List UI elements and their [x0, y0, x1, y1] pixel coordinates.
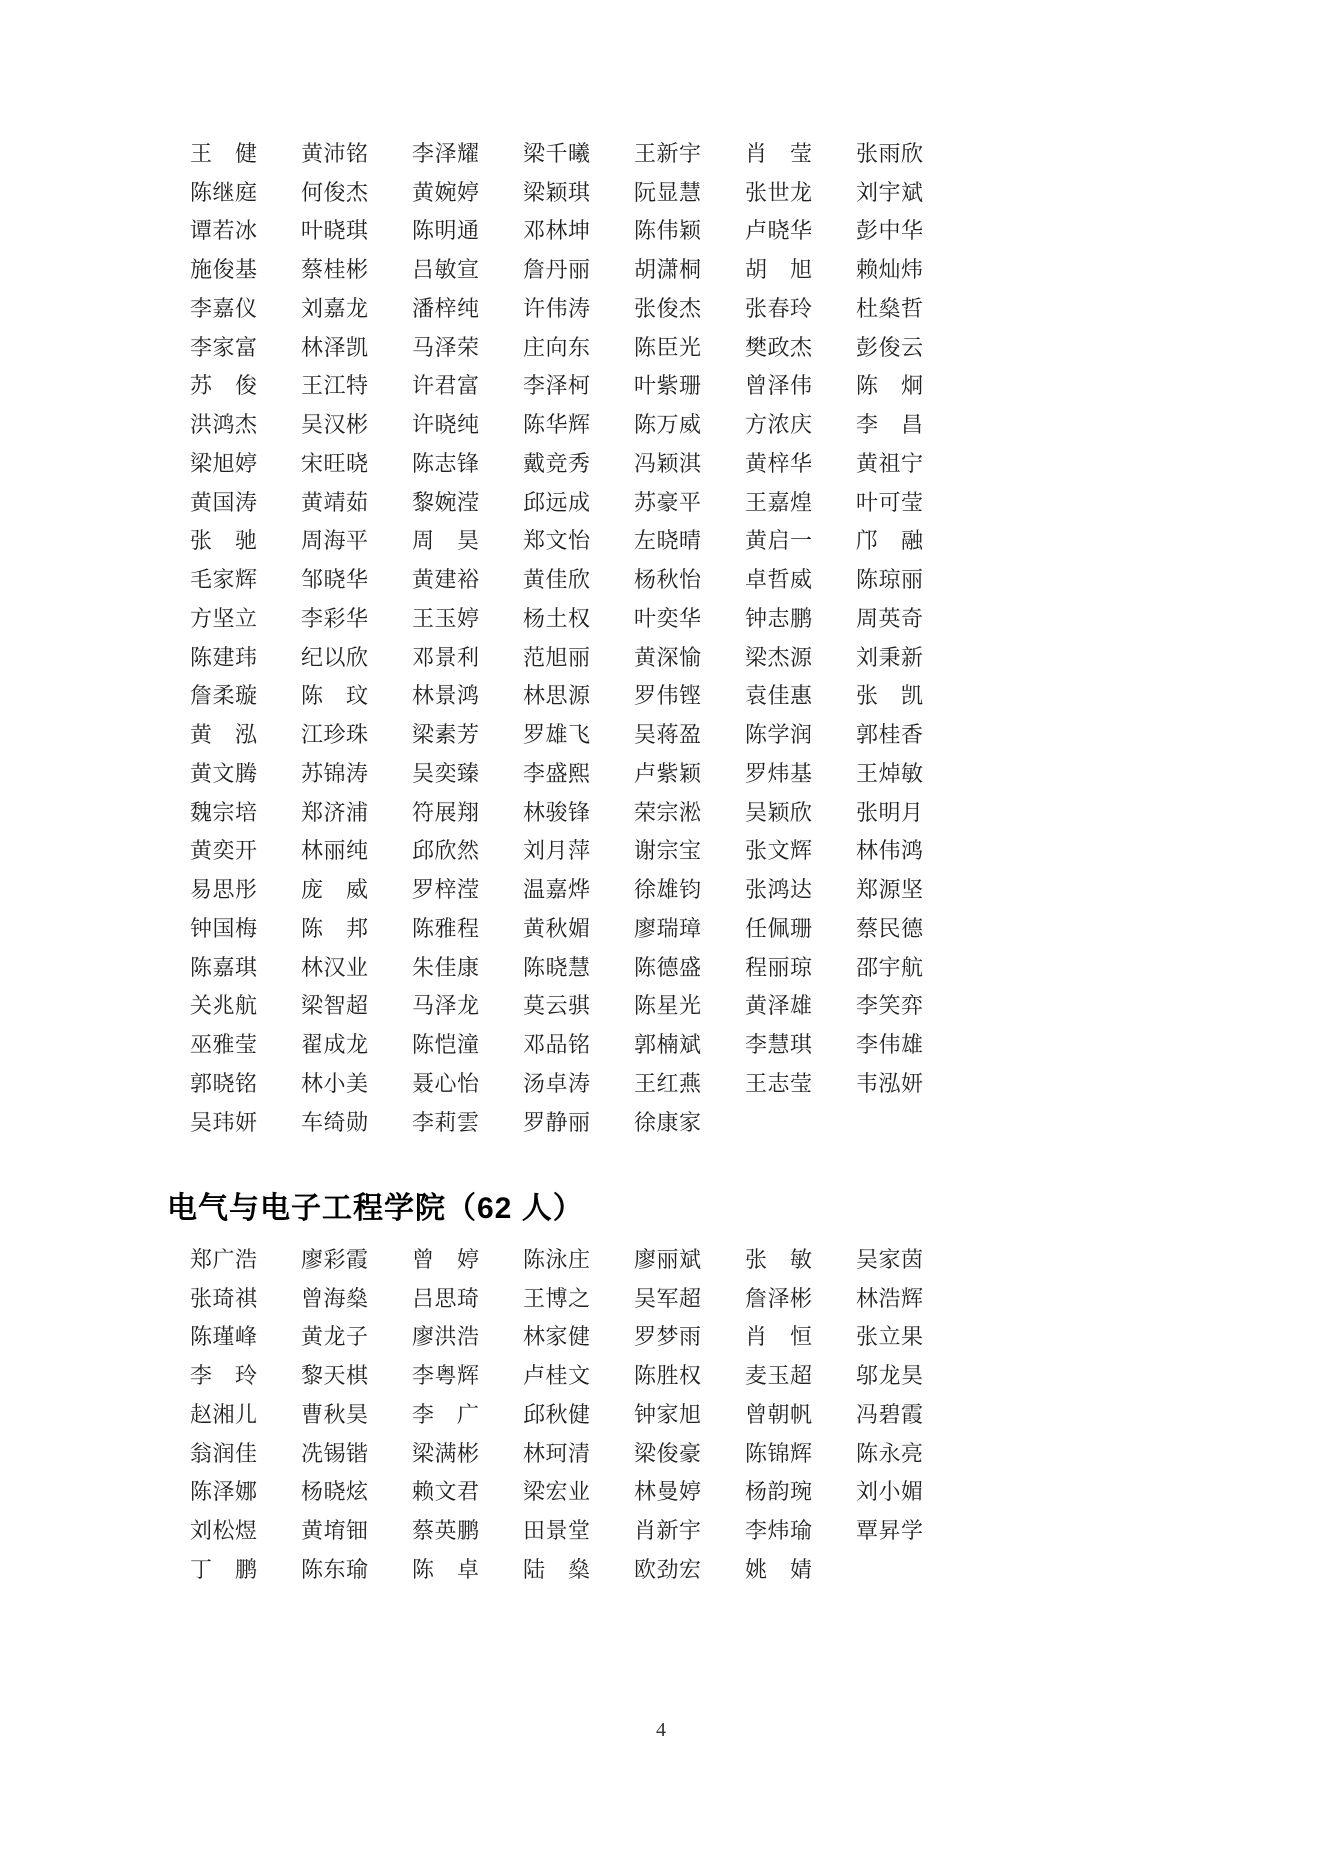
- name-row: [190, 753, 980, 792]
- student-name: 冯碧霞: [856, 1401, 924, 1427]
- student-name: 施俊基: [190, 257, 258, 283]
- name-row: [190, 869, 980, 908]
- student-name: 姚 婧: [745, 1556, 813, 1582]
- student-name: 陈永亮: [856, 1440, 924, 1466]
- student-name: 林伟鸿: [856, 838, 924, 864]
- student-name: 张春玲: [745, 295, 813, 321]
- student-name: 邱远成: [523, 489, 591, 515]
- name-list-electrical-college: [190, 1239, 980, 1588]
- student-name: 巫雅莹: [190, 1032, 258, 1058]
- student-name: 黄秋媚: [523, 915, 591, 941]
- student-name: 田景堂: [523, 1518, 591, 1544]
- student-name: 廖彩霞: [301, 1246, 369, 1272]
- name-row: [190, 404, 980, 443]
- student-name: 肖 莹: [745, 140, 813, 166]
- student-name: 谢宗宝: [634, 838, 702, 864]
- student-name: 赵湘儿: [190, 1401, 258, 1427]
- student-name: 马泽龙: [412, 993, 480, 1019]
- student-name: 肖 恒: [745, 1324, 813, 1350]
- student-name: 黄国涛: [190, 489, 258, 515]
- student-name: 梁旭婷: [190, 450, 258, 476]
- student-name: 陈锦辉: [745, 1440, 813, 1466]
- student-name: 黎婉滢: [412, 489, 480, 515]
- student-name: 左晓晴: [634, 528, 702, 554]
- name-row: [190, 443, 980, 482]
- student-name: 王焯敏: [856, 760, 924, 786]
- student-name: 吴汉彬: [301, 412, 369, 438]
- student-name: 李泽柯: [523, 373, 591, 399]
- student-name: 罗梓滢: [412, 877, 480, 903]
- student-name: 邬龙昊: [856, 1363, 924, 1389]
- student-name: 陈 玟: [301, 683, 369, 709]
- student-name: 吴家茵: [856, 1246, 924, 1272]
- name-row: [190, 637, 980, 676]
- student-name: 郑文怡: [523, 528, 591, 554]
- name-row: [190, 1394, 980, 1433]
- student-name: 黄婉婷: [412, 179, 480, 205]
- student-name: 杨土权: [523, 605, 591, 631]
- student-name: 关兆航: [190, 993, 258, 1019]
- student-name: 杨秋怡: [634, 567, 702, 593]
- student-name: 王红燕: [634, 1070, 702, 1096]
- student-name: 刘小媚: [856, 1479, 924, 1505]
- student-name: 黎天棋: [301, 1363, 369, 1389]
- student-name: 庞 威: [301, 877, 369, 903]
- student-name: 陈胜权: [634, 1363, 702, 1389]
- student-name: 方坚立: [190, 605, 258, 631]
- student-name: 黄启一: [745, 528, 813, 554]
- student-name: 刘月萍: [523, 838, 591, 864]
- student-name: 任佩珊: [745, 915, 813, 941]
- page-number: 4: [656, 1719, 666, 1741]
- student-name: 刘秉新: [856, 644, 924, 670]
- student-name: 黄祖宁: [856, 450, 924, 476]
- student-name: 郭桂香: [856, 722, 924, 748]
- student-name: 罗炜基: [745, 760, 813, 786]
- student-name: 陈建玮: [190, 644, 258, 670]
- student-name: 彭中华: [856, 218, 924, 244]
- student-name: 梁杰源: [745, 644, 813, 670]
- student-name: 邓林坤: [523, 218, 591, 244]
- student-name: 陈 卓: [412, 1556, 480, 1582]
- student-name: 黄堉钿: [301, 1518, 369, 1544]
- student-name: 符展翔: [412, 799, 480, 825]
- student-name: 何俊杰: [301, 179, 369, 205]
- student-name: 曾 婷: [412, 1246, 480, 1272]
- student-name: 张文辉: [745, 838, 813, 864]
- student-name: 阮显慧: [634, 179, 702, 205]
- student-name: 彭俊云: [856, 334, 924, 360]
- student-name: 苏锦涛: [301, 760, 369, 786]
- student-name: 范旭丽: [523, 644, 591, 670]
- name-row: [190, 1510, 980, 1549]
- student-name: 毛家辉: [190, 567, 258, 593]
- student-name: 李泽耀: [412, 140, 480, 166]
- student-name: 覃昇学: [856, 1518, 924, 1544]
- student-name: 胡 旭: [745, 257, 813, 283]
- name-row: [190, 1472, 980, 1511]
- student-name: 蔡桂彬: [301, 257, 369, 283]
- student-name: 苏豪平: [634, 489, 702, 515]
- student-name: 梁千曦: [523, 140, 591, 166]
- student-name: 陈万威: [634, 412, 702, 438]
- student-name: 荣宗淞: [634, 799, 702, 825]
- student-name: 陈明通: [412, 218, 480, 244]
- student-name: 吴蒋盈: [634, 722, 702, 748]
- student-name: 聂心怡: [412, 1070, 480, 1096]
- student-name: 李慧琪: [745, 1032, 813, 1058]
- student-name: 黄建裕: [412, 567, 480, 593]
- student-name: 杜燊哲: [856, 295, 924, 321]
- student-name: 易思彤: [190, 877, 258, 903]
- student-name: 汤卓涛: [523, 1070, 591, 1096]
- student-name: 詹泽彬: [745, 1285, 813, 1311]
- student-name: 欧劲宏: [634, 1556, 702, 1582]
- student-name: 李伟雄: [856, 1032, 924, 1058]
- student-name: 林浩辉: [856, 1285, 924, 1311]
- student-name: 罗梦雨: [634, 1324, 702, 1350]
- student-name: 许君富: [412, 373, 480, 399]
- student-name: 吴玮妍: [190, 1109, 258, 1135]
- name-row: [190, 366, 980, 405]
- student-name: 陈琼丽: [856, 567, 924, 593]
- name-row: [190, 559, 980, 598]
- student-name: 陈学润: [745, 722, 813, 748]
- student-name: 李家富: [190, 334, 258, 360]
- student-name: 陈德盛: [634, 954, 702, 980]
- student-name: 麦玉超: [745, 1363, 813, 1389]
- name-row: [190, 792, 980, 831]
- student-name: 戴竞秀: [523, 450, 591, 476]
- student-name: 邝 融: [856, 528, 924, 554]
- student-name: 张 敏: [745, 1246, 813, 1272]
- name-row: [190, 521, 980, 560]
- name-row: [190, 211, 980, 250]
- name-row: [190, 1549, 980, 1588]
- name-row: [190, 831, 980, 870]
- student-name: 翟成龙: [301, 1032, 369, 1058]
- student-name: 郭楠斌: [634, 1032, 702, 1058]
- student-name: 廖瑞璋: [634, 915, 702, 941]
- student-name: 邓品铭: [523, 1032, 591, 1058]
- student-name: 宋旺晓: [301, 450, 369, 476]
- student-name: 黄龙子: [301, 1324, 369, 1350]
- student-name: 叶可莹: [856, 489, 924, 515]
- name-row: [190, 1102, 980, 1141]
- student-name: 刘宇斌: [856, 179, 924, 205]
- name-row: [190, 327, 980, 366]
- student-name: 叶紫珊: [634, 373, 702, 399]
- student-name: 苏 俊: [190, 373, 258, 399]
- student-name: 梁颖琪: [523, 179, 591, 205]
- student-name: 丁 鹏: [190, 1556, 258, 1582]
- student-name: 杨韵琬: [745, 1479, 813, 1505]
- student-name: 陈泳庄: [523, 1246, 591, 1272]
- student-name: 郑济浦: [301, 799, 369, 825]
- student-name: 卢晓华: [745, 218, 813, 244]
- student-name: 林泽凯: [301, 334, 369, 360]
- student-name: 许伟涛: [523, 295, 591, 321]
- student-name: 钟家旭: [634, 1401, 702, 1427]
- student-name: 赖灿炜: [856, 257, 924, 283]
- student-name: 吴奕臻: [412, 760, 480, 786]
- student-name: 邹晓华: [301, 567, 369, 593]
- student-name: 陆 燊: [523, 1556, 591, 1582]
- student-name: 张俊杰: [634, 295, 702, 321]
- student-name: 邱秋健: [523, 1401, 591, 1427]
- student-name: 林家健: [523, 1324, 591, 1350]
- student-name: 郑广浩: [190, 1246, 258, 1272]
- student-name: 庄向东: [523, 334, 591, 360]
- name-row: [190, 1239, 980, 1278]
- student-name: 韦泓妍: [856, 1070, 924, 1096]
- student-name: 李嘉仪: [190, 295, 258, 321]
- student-name: 罗伟铿: [634, 683, 702, 709]
- student-name: 曾朝帆: [745, 1401, 813, 1427]
- student-name: 张明月: [856, 799, 924, 825]
- student-name: 王 健: [190, 140, 258, 166]
- student-name: 林骏锋: [523, 799, 591, 825]
- student-name: 翁润佳: [190, 1440, 258, 1466]
- student-name: 吕敏宣: [412, 257, 480, 283]
- name-row: [190, 1024, 980, 1063]
- student-name: 魏宗培: [190, 799, 258, 825]
- student-name: 黄深愉: [634, 644, 702, 670]
- student-name: 车绮勋: [301, 1109, 369, 1135]
- student-name: 刘松煜: [190, 1518, 258, 1544]
- student-name: 黄梓华: [745, 450, 813, 476]
- student-name: 洪鸿杰: [190, 412, 258, 438]
- student-name: 陈星光: [634, 993, 702, 1019]
- name-row: [190, 714, 980, 753]
- student-name: 蔡民德: [856, 915, 924, 941]
- name-row: [190, 986, 980, 1025]
- student-name: 林珂清: [523, 1440, 591, 1466]
- student-name: 曾海燊: [301, 1285, 369, 1311]
- student-name: 黄奕开: [190, 838, 258, 864]
- student-name: 黄靖茹: [301, 489, 369, 515]
- student-name: 黄文腾: [190, 760, 258, 786]
- student-name: 林思源: [523, 683, 591, 709]
- student-name: 陈 邦: [301, 915, 369, 941]
- student-name: 张 凯: [856, 683, 924, 709]
- student-name: 梁宏业: [523, 1479, 591, 1505]
- student-name: 许晓纯: [412, 412, 480, 438]
- student-name: 黄沛铭: [301, 140, 369, 166]
- student-name: 王博之: [523, 1285, 591, 1311]
- student-name: 吴颖欣: [745, 799, 813, 825]
- student-name: 钟志鹏: [745, 605, 813, 631]
- student-name: 黄佳欣: [523, 567, 591, 593]
- student-name: 卢桂文: [523, 1363, 591, 1389]
- student-name: 陈瑾峰: [190, 1324, 258, 1350]
- student-name: 卓哲威: [745, 567, 813, 593]
- student-name: 陈志锋: [412, 450, 480, 476]
- student-name: 陈东瑜: [301, 1556, 369, 1582]
- student-name: 梁素芳: [412, 722, 480, 748]
- student-name: 徐康家: [634, 1109, 702, 1135]
- student-name: 张世龙: [745, 179, 813, 205]
- name-row: [190, 947, 980, 986]
- student-name: 李 广: [412, 1401, 480, 1427]
- student-name: 王志莹: [745, 1070, 813, 1096]
- student-name: 郭晓铭: [190, 1070, 258, 1096]
- student-name: 梁俊豪: [634, 1440, 702, 1466]
- student-name: 肖新宇: [634, 1518, 702, 1544]
- student-name: 冯颖淇: [634, 450, 702, 476]
- student-name: 詹柔璇: [190, 683, 258, 709]
- student-name: 周英奇: [856, 605, 924, 631]
- student-name: 周 昊: [412, 528, 480, 554]
- student-name: 潘梓纯: [412, 295, 480, 321]
- student-name: 林曼婷: [634, 1479, 702, 1505]
- student-name: 王玉婷: [412, 605, 480, 631]
- student-name: 徐雄钧: [634, 877, 702, 903]
- student-name: 纪以欣: [301, 644, 369, 670]
- student-name: 陈晓慧: [523, 954, 591, 980]
- student-name: 郑源坚: [856, 877, 924, 903]
- student-name: 梁满彬: [412, 1440, 480, 1466]
- student-name: 蔡英鹏: [412, 1518, 480, 1544]
- student-name: 林景鸿: [412, 683, 480, 709]
- student-name: 方浓庆: [745, 412, 813, 438]
- student-name: 梁智超: [301, 993, 369, 1019]
- student-name: 曹秋昊: [301, 1401, 369, 1427]
- student-name: 王江特: [301, 373, 369, 399]
- student-name: 张鸿达: [745, 877, 813, 903]
- name-row: [190, 908, 980, 947]
- name-row: [190, 1063, 980, 1102]
- name-row: [190, 1433, 980, 1472]
- student-name: 曾泽伟: [745, 373, 813, 399]
- student-name: 邓景利: [412, 644, 480, 670]
- student-name: 李 玲: [190, 1363, 258, 1389]
- student-name: 陈伟颖: [634, 218, 702, 244]
- student-name: 胡潇桐: [634, 257, 702, 283]
- student-name: 温嘉烨: [523, 877, 591, 903]
- student-name: 袁佳惠: [745, 683, 813, 709]
- student-name: 王嘉煌: [745, 489, 813, 515]
- student-name: 张立果: [856, 1324, 924, 1350]
- student-name: 陈嘉琪: [190, 954, 258, 980]
- student-name: 黄 泓: [190, 722, 258, 748]
- student-name: 吴军超: [634, 1285, 702, 1311]
- student-name: 陈臣光: [634, 334, 702, 360]
- student-name: 李盛熙: [523, 760, 591, 786]
- student-name: 李笑弈: [856, 993, 924, 1019]
- name-row: [190, 133, 980, 172]
- name-row: [190, 288, 980, 327]
- student-name: 张琦祺: [190, 1285, 258, 1311]
- student-name: 樊政杰: [745, 334, 813, 360]
- student-name: 朱佳康: [412, 954, 480, 980]
- name-row: [190, 676, 980, 715]
- name-row: [190, 482, 980, 521]
- name-row: [190, 249, 980, 288]
- name-row: [190, 1317, 980, 1356]
- student-name: 李炜瑜: [745, 1518, 813, 1544]
- student-name: 邱欣然: [412, 838, 480, 864]
- student-name: 莫云骐: [523, 993, 591, 1019]
- student-name: 叶奕华: [634, 605, 702, 631]
- student-name: 杨晓炫: [301, 1479, 369, 1505]
- student-name: 李 昌: [856, 412, 924, 438]
- student-name: 周海平: [301, 528, 369, 554]
- student-name: 王新宇: [634, 140, 702, 166]
- name-list-continued: [190, 133, 980, 1141]
- student-name: 李粤辉: [412, 1363, 480, 1389]
- student-name: 林汉业: [301, 954, 369, 980]
- student-name: 张 驰: [190, 528, 258, 554]
- name-row: [190, 1278, 980, 1317]
- name-row: [190, 598, 980, 637]
- student-name: 谭若冰: [190, 218, 258, 244]
- student-name: 冼锡锴: [301, 1440, 369, 1466]
- student-name: 吕思琦: [412, 1285, 480, 1311]
- name-row: [190, 172, 980, 211]
- student-name: 陈华辉: [523, 412, 591, 438]
- student-name: 李莉雲: [412, 1109, 480, 1135]
- student-name: 陈继庭: [190, 179, 258, 205]
- student-name: 罗静丽: [523, 1109, 591, 1135]
- student-name: 林小美: [301, 1070, 369, 1096]
- student-name: 廖洪浩: [412, 1324, 480, 1350]
- student-name: 程丽琼: [745, 954, 813, 980]
- student-name: 卢紫颖: [634, 760, 702, 786]
- student-name: 钟国梅: [190, 915, 258, 941]
- student-name: 邵宇航: [856, 954, 924, 980]
- student-name: 陈 炯: [856, 373, 924, 399]
- student-name: 陈恺潼: [412, 1032, 480, 1058]
- student-name: 张雨欣: [856, 140, 924, 166]
- student-name: 李彩华: [301, 605, 369, 631]
- student-name: 刘嘉龙: [301, 295, 369, 321]
- student-name: 陈雅程: [412, 915, 480, 941]
- student-name: 江珍珠: [301, 722, 369, 748]
- student-name: 詹丹丽: [523, 257, 591, 283]
- student-name: 陈泽娜: [190, 1479, 258, 1505]
- student-name: 马泽荣: [412, 334, 480, 360]
- section-heading: 电气与电子工程学院（62 人）: [167, 1192, 584, 1225]
- student-name: 廖丽斌: [634, 1246, 702, 1272]
- student-name: 叶晓琪: [301, 218, 369, 244]
- student-name: 赖文君: [412, 1479, 480, 1505]
- student-name: 林丽纯: [301, 838, 369, 864]
- name-row: [190, 1355, 980, 1394]
- student-name: 黄泽雄: [745, 993, 813, 1019]
- student-name: 罗雄飞: [523, 722, 591, 748]
